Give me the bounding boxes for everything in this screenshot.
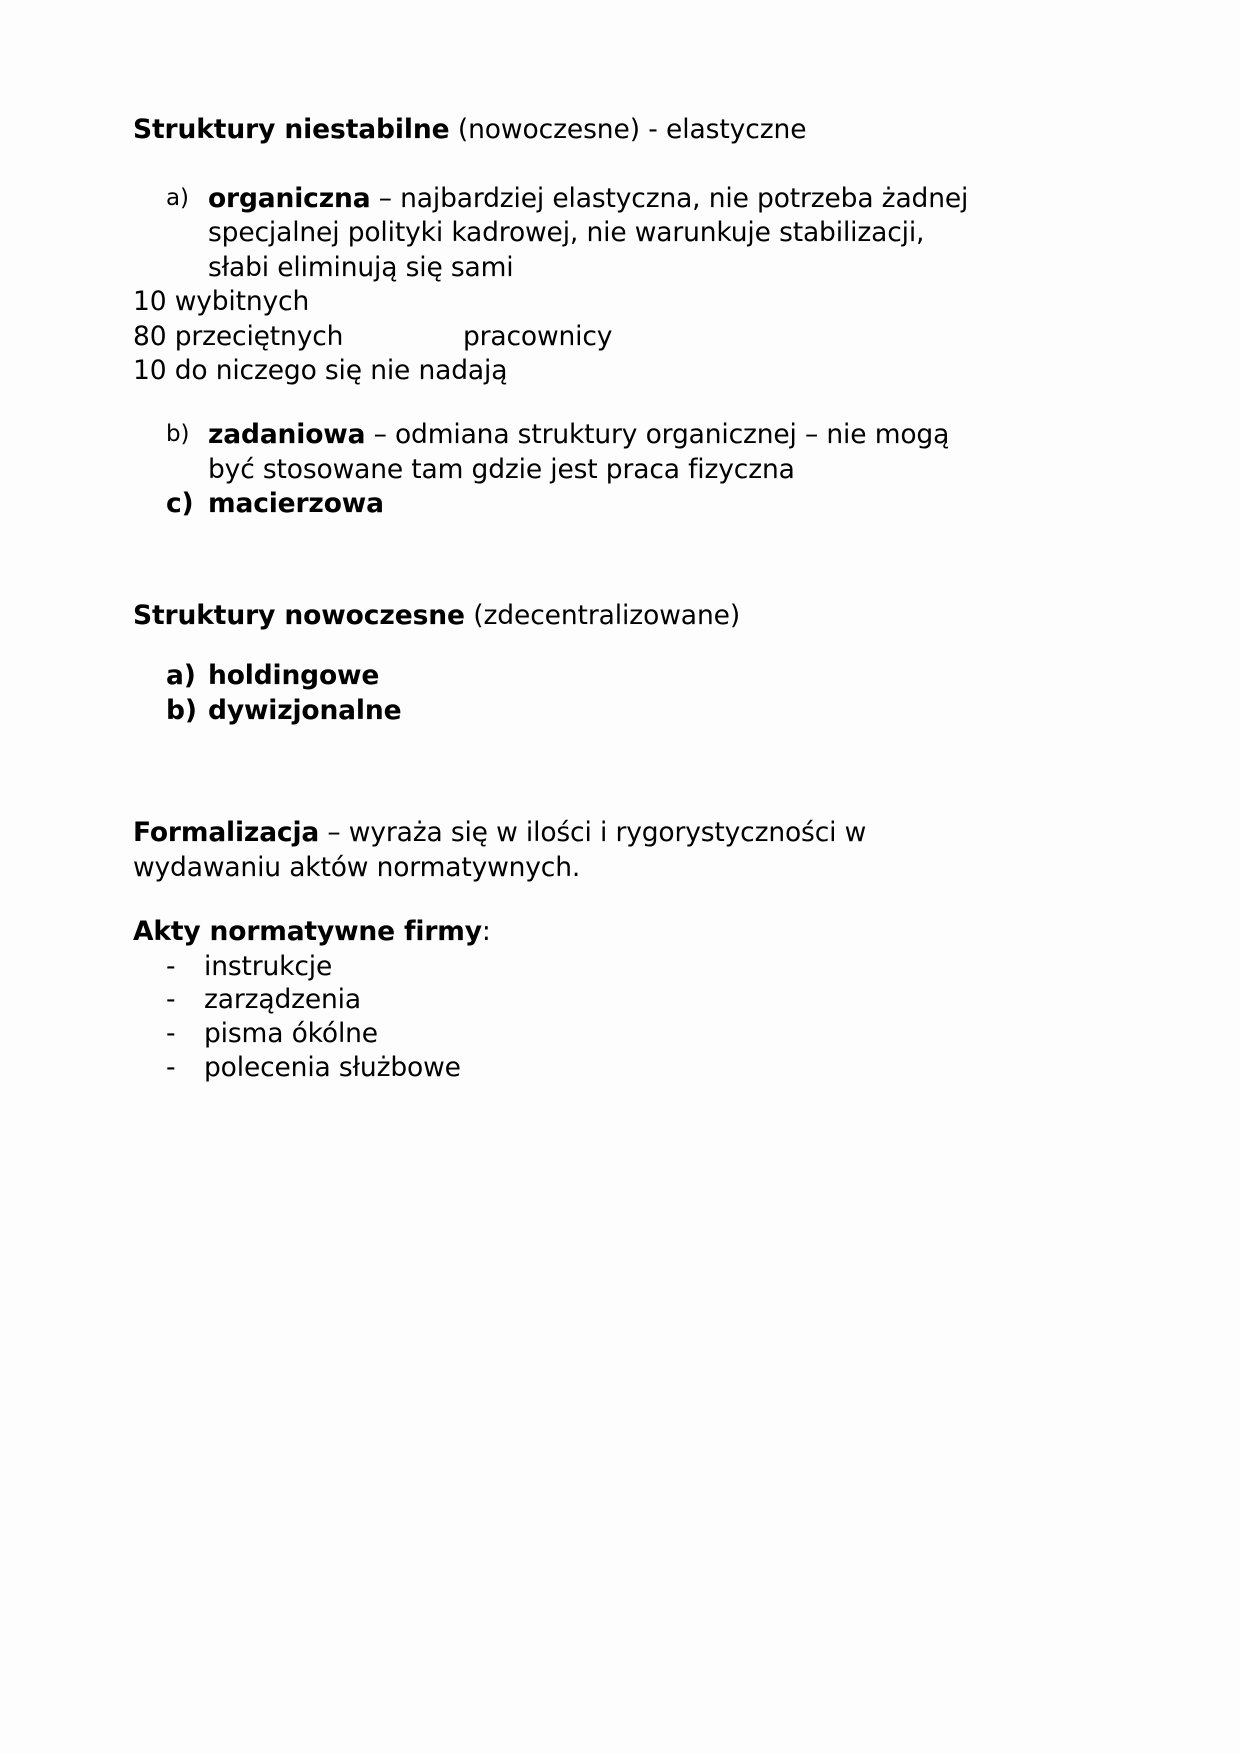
section-heading-rest: (zdecentralizowane) xyxy=(464,599,741,631)
formalizacja-description: – wyraża się w ilości i rygorystyczności w wydawaniu aktów normatywnych. xyxy=(133,817,867,883)
list-item-text xyxy=(208,418,993,487)
akty-heading-bold: Akty normatywne firmy xyxy=(133,916,482,948)
spacer xyxy=(133,728,993,786)
section-heading-struktury-nowoczesne xyxy=(133,598,993,634)
list-marker: c) xyxy=(166,488,194,520)
list-item-text xyxy=(208,659,993,693)
akty-heading-rest: : xyxy=(481,916,491,948)
list-item xyxy=(166,1017,993,1051)
list-item-text xyxy=(208,182,993,285)
subheading-akty-normatywne xyxy=(133,915,993,949)
akty-normatywne-list xyxy=(133,950,993,1085)
stat-row xyxy=(133,354,993,388)
spacer xyxy=(133,580,993,598)
list-item-term: zadaniowa xyxy=(208,419,366,451)
list-item xyxy=(166,694,993,728)
stat-label: 10 do niczego się nie nadają xyxy=(133,354,508,386)
structure-list-niestabilne-cont xyxy=(133,418,993,521)
list-item-term: macierzowa xyxy=(208,488,384,520)
spacer xyxy=(133,522,993,580)
structure-list-nowoczesne xyxy=(133,659,993,728)
list-item-label: pisma ókólne xyxy=(204,1017,378,1049)
list-item-term: organiczna xyxy=(208,182,371,214)
dash-marker: - xyxy=(166,1017,176,1049)
paragraph-formalizacja xyxy=(133,816,993,885)
list-item xyxy=(166,182,993,285)
list-marker: a) xyxy=(166,184,189,211)
stat-value: pracownicy xyxy=(463,320,613,352)
spacer xyxy=(133,388,993,418)
section-heading-bold: Struktury nowoczesne xyxy=(133,599,465,631)
list-item-label: zarządzenia xyxy=(204,984,361,1016)
section-heading-struktury-niestabilne xyxy=(133,112,993,148)
dash-marker: - xyxy=(166,984,176,1016)
stat-row xyxy=(133,285,993,319)
list-item xyxy=(166,659,993,693)
spacer xyxy=(133,164,993,182)
list-item xyxy=(166,418,993,487)
spacer xyxy=(133,885,993,915)
list-marker: a) xyxy=(166,660,196,692)
list-item-description: – najbardziej elastyczna, nie potrzeba żadnej specjalnej polityki kadrowej, nie warunkuje stabilizacji, słabi eliminują się sami xyxy=(208,182,969,283)
list-item xyxy=(166,487,993,521)
stat-row xyxy=(133,320,993,354)
spacer xyxy=(133,649,993,659)
list-item-text xyxy=(208,487,993,521)
list-marker: b) xyxy=(166,694,197,726)
document-body xyxy=(133,112,993,1084)
list-item xyxy=(166,950,993,984)
list-item-label: instrukcje xyxy=(204,950,333,982)
list-item-label: polecenia służbowe xyxy=(204,1051,461,1083)
section-heading-rest: (nowoczesne) - elastyczne xyxy=(449,114,807,145)
list-item-term: dywizjonalne xyxy=(208,694,402,726)
stat-label: 80 przeciętnych xyxy=(133,320,344,352)
list-item xyxy=(166,983,993,1017)
section-heading-bold: Struktury niestabilne xyxy=(133,114,450,145)
list-item xyxy=(166,1051,993,1085)
dash-marker: - xyxy=(166,950,176,982)
list-marker: b) xyxy=(166,421,190,448)
structure-list-niestabilne xyxy=(133,182,993,285)
list-item-text xyxy=(208,694,993,728)
formalizacja-term: Formalizacja xyxy=(133,817,320,849)
dash-marker: - xyxy=(166,1051,176,1083)
list-item-term: holdingowe xyxy=(208,660,380,692)
spacer xyxy=(133,786,993,816)
stat-label: 10 wybitnych xyxy=(133,286,310,318)
list-item-description: – odmiana struktury organicznej – nie mogą być stosowane tam gdzie jest praca fizyczna xyxy=(208,419,950,485)
